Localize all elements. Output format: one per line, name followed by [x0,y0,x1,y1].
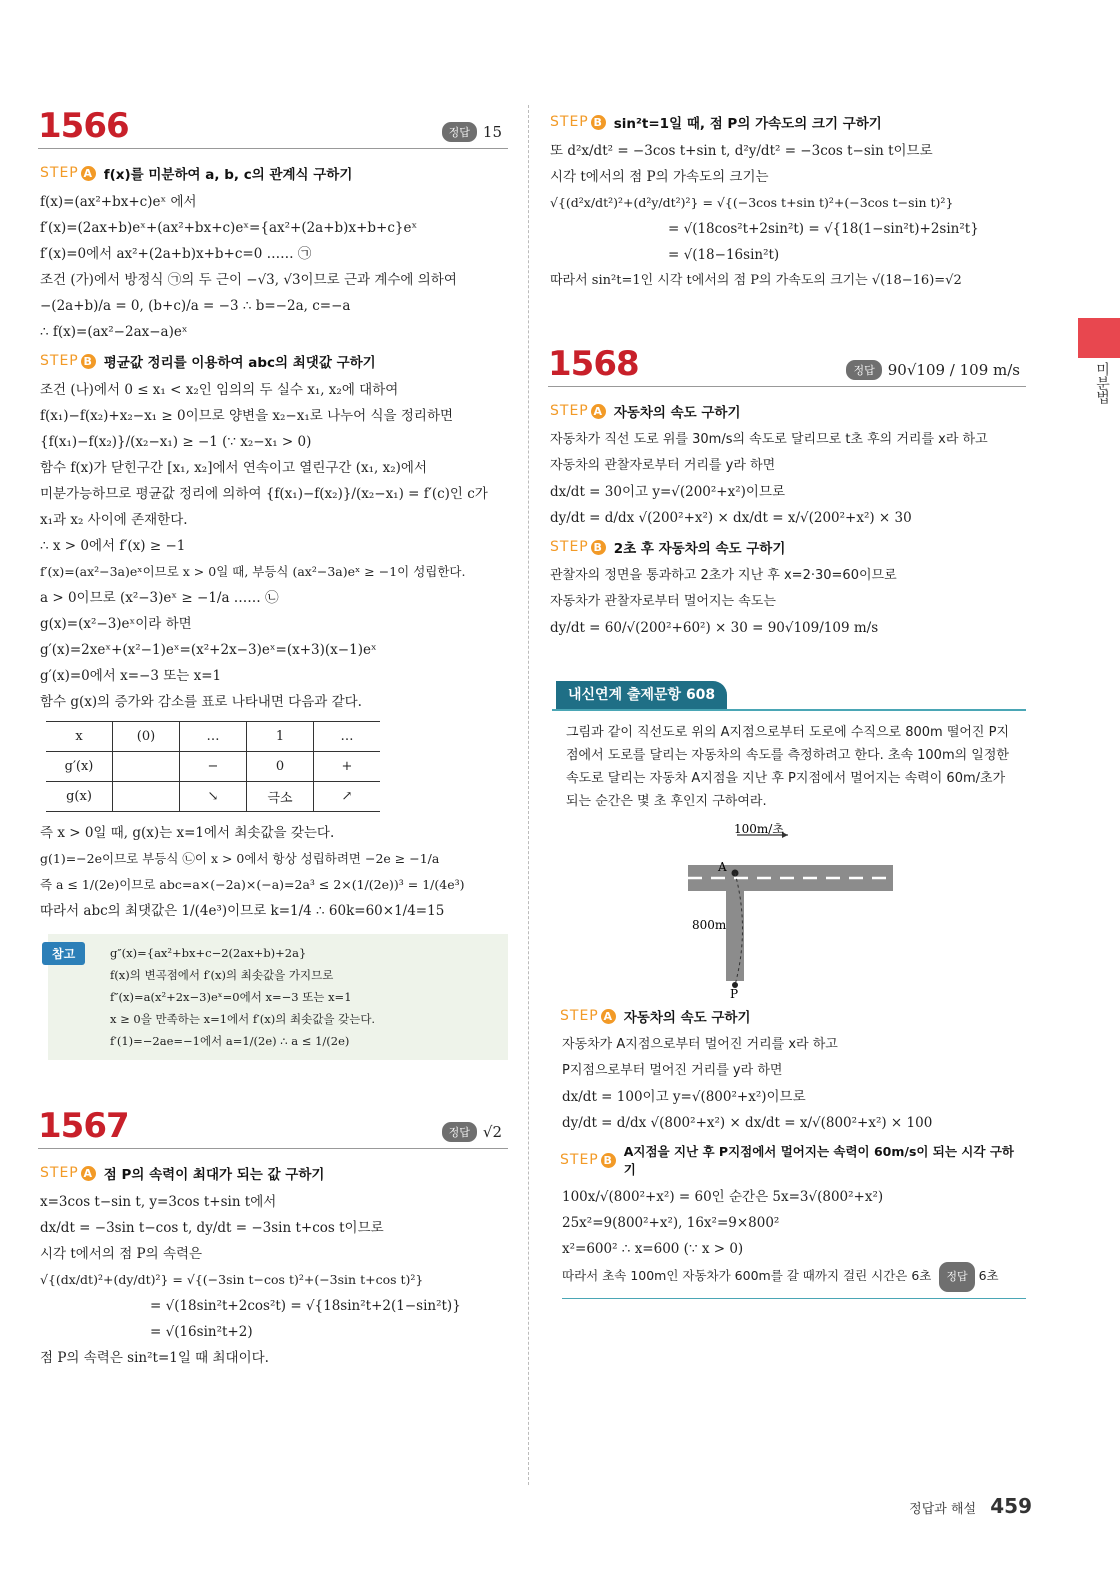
problem-1568-header [548,338,1026,387]
solution-line [562,1262,1026,1292]
answer-label: 정답 [442,1122,477,1142]
distance-label: 800m [692,918,727,932]
solution-line: 시각 t에서의 점 P의 가속도의 크기는 [550,169,769,185]
solution-line: = √(18cos²t+2sin²t) = √{18(1−sin²t)+2sin²t} [668,221,979,237]
solution-line: g(1)=−2e이므로 부등식 ㉡이 x > 0에서 항상 성립하려면 −2e ≥ −1/a [40,851,440,866]
table-row [46,782,380,812]
solution-line: 점 P의 속력은 sin²t=1일 때 최대이다. [40,1350,269,1366]
table-cell [113,752,180,782]
table-cell: … [180,722,247,752]
solution-line: 관찰자의 정면을 통과하고 2초가 지난 후 x=2·30=60이므로 [550,568,897,583]
solution-line: dy/dt = d/dx √(800²+x²) × dx/dt = x/√(800²+x²) × 100 [562,1115,933,1131]
solution-line: = √(16sin²t+2) [150,1324,253,1340]
solution-line: 조건 (가)에서 방정식 ㉠의 두 근이 −√3, √3이므로 근과 계수에 의하여 [40,272,457,288]
table-cell: g(x) [46,782,113,812]
solution-line: dx/dt = −3sin t−cos t, dy/dt = −3sin t+cos t이므로 [40,1220,384,1236]
solution-line: = √(18sin²t+2cos²t) = √{18sin²t+2(1−sin²t)} [150,1298,461,1314]
solution-line: dy/dt = d/dx √(200²+x²) × dx/dt = x/√(200²+x²) × 30 [550,510,912,526]
solution-line: 자동차가 A지점으로부터 멀어진 거리를 x라 하고 [562,1037,838,1052]
solution-line: 자동차가 직선 도로 위를 30m/s의 속도로 달리므로 t초 후의 거리를 x라 하고 [550,432,988,447]
solution-line: dx/dt = 100이고 y=√(800²+x²)이므로 [562,1089,806,1105]
section-end-rule [562,1298,1026,1299]
answer-box [442,1122,502,1142]
step-title: 점 P의 속력이 최대가 되는 값 구하기 [103,1167,325,1183]
note-line: g″(x)={ax²+bx+c−2(2ax+b)+2a} [110,946,307,960]
step-a-heading [40,1163,508,1183]
table-cell: 극소 [247,782,314,812]
note-line: f″(x)=a(x²+2x−3)eˣ=0에서 x=−3 또는 x=1 [110,990,352,1004]
step-title: 자동차의 속도 구하기 [613,405,741,421]
solution-line: 따라서 sin²t=1인 시각 t에서의 점 P의 가속도의 크기는 √(18−16)=√2 [550,273,962,288]
label-a: A [718,860,727,874]
problem-number: 1568 [548,344,639,384]
step-tag: STEP B [40,353,96,369]
solution-line: 25x²=9(800²+x²), 16x²=9×800² [562,1215,780,1231]
step-b-heading [550,112,1026,132]
solution-line: 미분가능하므로 평균값 정리에 의하여 {f(x₁)−f(x₂)}/(x₂−x₁) = f′(c)인 c가 [40,486,488,502]
table-row [46,722,380,752]
solution-line: ∴ f(x)=(ax²−2ax−a)eˣ [40,324,188,340]
reference-note [48,934,508,1060]
solution-line: g′(x)=0에서 x=−3 또는 x=1 [40,668,222,684]
table-cell: … [314,722,381,752]
solution-line: 함수 f(x)가 닫힌구간 [x₁, x₂]에서 연속이고 열린구간 (x₁, x₂)에서 [40,460,428,476]
step-tag: STEP B [560,1152,616,1168]
solution-line: 자동차의 관찰자로부터 거리를 y라 하면 [550,458,776,473]
solution-line: f(x₁)−f(x₂)+x₂−x₁ ≥ 0이므로 양변을 x₂−x₁로 나누어 식을 정리하면 [40,408,454,424]
step-tag: STEP A [550,403,606,419]
answer-box [442,122,502,142]
step-title: 자동차의 속도 구하기 [623,1010,751,1026]
solution-line: 즉 a ≤ 1/(2e)이므로 abc=a×(−2a)×(−a)=2a³ ≤ 2×(1/(2e))³ = 1/(4e³) [40,877,465,892]
answer-label: 정답 [442,122,477,142]
problem-number: 1566 [38,106,129,146]
left-column [38,100,508,1371]
table-cell: ↗ [314,782,381,812]
step-tag: STEP A [40,165,96,181]
chapter-tab [1078,318,1120,358]
answer-box [846,360,1020,380]
solution-line: 조건 (나)에서 0 ≤ x₁ < x₂인 임의의 두 실수 x₁, x₂에 대하여 [40,382,399,398]
step-b-heading [560,1142,1026,1178]
solution-line: f(x)=(ax²+bx+c)eˣ 에서 [40,194,197,210]
solution-line: x=3cos t−sin t, y=3cos t+sin t에서 [40,1194,277,1210]
problem-1567-header [38,1100,508,1149]
road-figure [688,823,908,998]
table-cell: 0 [247,752,314,782]
step-title: f(x)를 미분하여 a, b, c의 관계식 구하기 [103,167,353,183]
solution-line: dy/dt = 60/√(200²+60²) × 30 = 90√109/109 m/s [550,620,879,636]
solution-line: ∴ x > 0에서 f′(x) ≥ −1 [40,538,186,554]
problem-1566-header [38,100,508,149]
table-cell: x [46,722,113,752]
solution-line: x²=600² ∴ x=600 (∵ x > 0) [562,1241,744,1257]
note-line: f′(1)=−2ae=−1에서 a=1/(2e) ∴ a ≤ 1/(2e) [110,1034,350,1048]
step-a-heading [560,1006,1026,1026]
problem-text: 그림과 같이 직선도로 위의 A지점으로부터 도로에 수직으로 800m 떨어진 P지점에서 도로를 달리는 자동차의 속도를 측정하려고 한다. 초속 100m의 일정한 속도로 달리는 자동차 A지점을 지난 후 P지점에서 멀어지는 속력이 60m/초가 되는 순간은 몇 초 후인지 구하여라. [566,725,1010,809]
solution-line: g′(x)=2xeˣ+(x²−1)eˣ=(x²+2x−3)eˣ=(x+3)(x−1)eˣ [40,642,377,658]
step-b-heading [550,537,1026,557]
table-cell: + [314,752,381,782]
solution-line: 시각 t에서의 점 P의 속력은 [40,1246,203,1262]
label-p: P [730,987,739,998]
page-footer [909,1494,1032,1518]
solution-line: {f(x₁)−f(x₂)}/(x₂−x₁) ≥ −1 (∵ x₂−x₁ > 0) [40,434,312,450]
solution-line: f′(x)=(ax²−3a)eˣ이므로 x > 0일 때, 부등식 (ax²−3a)eˣ ≥ −1이 성립한다. [40,564,466,579]
chapter-tab-label: 미분법 [1094,362,1110,404]
step-b-heading [40,351,508,371]
step-a-heading [550,401,1026,421]
step-tag: STEP B [550,114,606,130]
table-cell: − [180,752,247,782]
answer-value: 15 [482,123,502,141]
right-column [548,106,1026,1299]
step-title: A지점을 지난 후 P지점에서 멀어지는 속력이 60m/s이 되는 시각 구하기 [623,1144,1014,1177]
solution-line: 즉 x > 0일 때, g(x)는 x=1에서 최솟값을 갖는다. [40,825,335,841]
solution-line: f′(x)=(2ax+b)eˣ+(ax²+bx+c)eˣ={ax²+(2a+b)x+b+c}eˣ [40,220,418,236]
solution-line: √{(d²x/dt²)²+(d²y/dt²)²} = √{(−3cos t+sin t)²+(−3cos t−sin t)²} [550,195,954,210]
table-cell [113,782,180,812]
column-divider [528,105,529,1485]
table-row [46,752,380,782]
note-line: x ≥ 0을 만족하는 x=1에서 f′(x)의 최솟값을 갖는다. [110,1012,376,1026]
linked-problem-label: 내신연계 출제문항 608 [556,681,727,709]
solution-line: f′(x)=0에서 ax²+(2a+b)x+b+c=0 …… ㉠ [40,246,312,262]
solution-line: 함수 g(x)의 증가와 감소를 표로 나타내면 다음과 같다. [40,694,362,710]
solution-line: dx/dt = 30이고 y=√(200²+x²)이므로 [550,484,786,500]
step-title: 평균값 정리를 이용하여 abc의 최댓값 구하기 [103,355,376,371]
solution-line: −(2a+b)/a = 0, (b+c)/a = −3 ∴ b=−2a, c=−a [40,298,351,314]
table-cell: (0) [113,722,180,752]
solution-line: 따라서 abc의 최댓값은 1/(4e³)이므로 k=1/4 ∴ 60k=60×1/4=15 [40,903,445,919]
step-a-heading [40,163,508,183]
page-number: 459 [990,1494,1032,1518]
note-line: f(x)의 변곡점에서 f′(x)의 최솟값을 가지므로 [110,968,334,982]
solution-line: 100x/√(800²+x²) = 60인 순간은 5x=3√(800²+x²) [562,1189,884,1205]
step-title: sin²t=1일 때, 점 P의 가속도의 크기 구하기 [613,116,882,132]
answer-label: 정답 [939,1262,974,1292]
solution-line: x₁과 x₂ 사이에 존재한다. [40,512,188,528]
step-title: 2초 후 자동차의 속도 구하기 [613,541,786,557]
answer-value: 6초 [978,1268,999,1283]
solution-line: P지점으로부터 멀어진 거리를 y라 하면 [562,1063,783,1078]
note-tag: 참고 [42,942,85,965]
linked-problem-header [552,681,1026,711]
problem-number: 1567 [38,1106,129,1146]
answer-value: 90√109 / 109 m/s [887,361,1020,379]
solution-line: = √(18−16sin²t) [668,247,780,263]
step-tag: STEP B [550,539,606,555]
answer-label: 정답 [846,360,881,380]
table-cell: 1 [247,722,314,752]
solution-line: g(x)=(x²−3)eˣ이라 하면 [40,616,192,632]
sign-table [46,721,380,812]
solution-line: a > 0이므로 (x²−3)eˣ ≥ −1/a …… ㉡ [40,590,279,606]
footer-label: 정답과 해설 [909,1502,977,1517]
road-diagram [688,823,908,998]
solution-line: 자동차가 관찰자로부터 멀어지는 속도는 [550,594,776,609]
step-tag: STEP A [560,1008,616,1024]
table-cell: g′(x) [46,752,113,782]
speed-label: 100m/초 [734,823,784,836]
step-tag: STEP A [40,1165,96,1181]
solution-line: √{(dx/dt)²+(dy/dt)²} = √{(−3sin t−cos t)²+(−3sin t+cos t)²} [40,1272,424,1287]
final-sentence: 따라서 초속 100m인 자동차가 600m를 갈 때까지 걸린 시간은 6초 [562,1268,932,1283]
solution-line: 또 d²x/dt² = −3cos t+sin t, d²y/dt² = −3cos t−sin t이므로 [550,143,933,159]
table-cell: ↘ [180,782,247,812]
answer-value: √2 [482,1123,502,1141]
